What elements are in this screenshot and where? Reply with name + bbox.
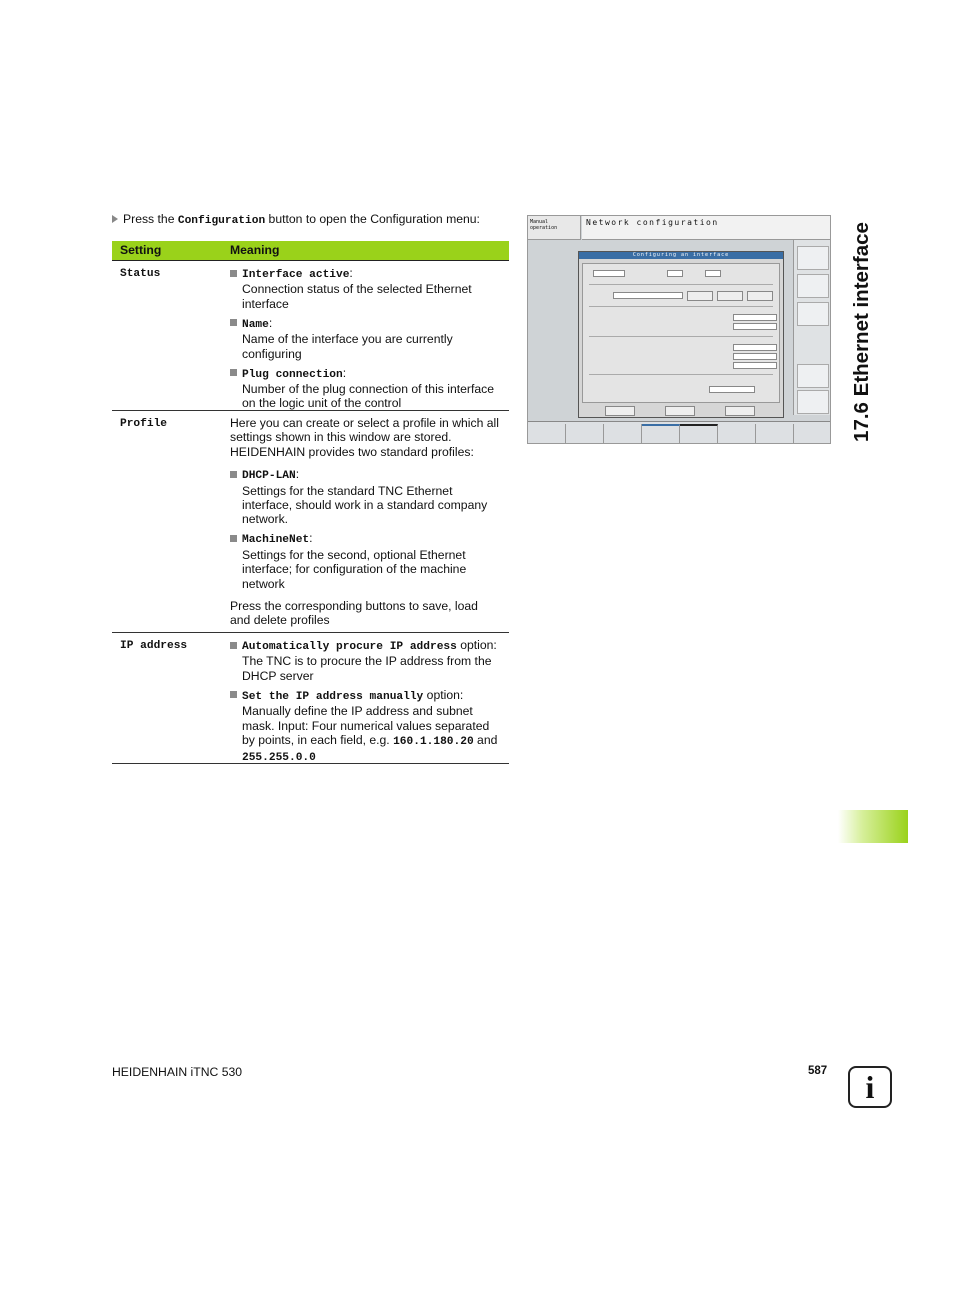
button — [747, 291, 773, 301]
list-item: DHCP-LAN: Settings for the standard TNC Ethernet interface, should work in a standard company network. — [230, 467, 501, 527]
status-box — [797, 246, 829, 270]
separator — [589, 284, 773, 285]
meaning-cell — [230, 261, 509, 418]
list-item: Plug connection: Number of the plug connection of this interface on the logic unit of the control — [230, 366, 501, 411]
button — [725, 406, 755, 416]
button — [717, 291, 743, 301]
button — [665, 406, 695, 416]
softkey — [566, 424, 604, 443]
softkey — [756, 424, 794, 443]
bullet-triangle-icon — [112, 215, 118, 223]
square-bullet-icon — [230, 642, 237, 649]
field — [705, 270, 721, 277]
mode-label: Manual operation — [528, 216, 581, 240]
table-row — [112, 411, 509, 633]
section-title: 17.6 Ethernet interface — [850, 222, 873, 442]
dialog-title: Configuring an interface — [579, 252, 783, 259]
list-item: Automatically procure IP address option: The TNC is to procure the IP address from the DHCP server — [230, 638, 501, 683]
button — [605, 406, 635, 416]
field — [733, 323, 777, 330]
square-bullet-icon — [230, 691, 237, 698]
meaning-cell: Here you can create or select a profile in which all settings shown in this window are stored. HEIDENHAIN provides two standard profiles: DHCP-LAN: Settings for the standard TNC Ethernet interface, should work in a standard company network. MachineNet: Settings for the second, optional Ethernet interface; for configuration of the machine network Press the corresponding buttons to save, load and delete profiles — [230, 411, 509, 635]
field — [593, 270, 625, 277]
list-item: Name: Name of the interface you are currently configuring — [230, 316, 501, 361]
list-item: Interface active: Connection status of the selected Ethernet interface — [230, 266, 501, 311]
status-sidebar — [793, 240, 831, 415]
status-box — [797, 364, 829, 388]
screen-title: Network configuration — [582, 216, 831, 240]
table-header — [112, 241, 509, 261]
page-number: 587 — [808, 1065, 828, 1077]
field — [733, 362, 777, 369]
header-setting: Setting — [120, 243, 162, 257]
status-box — [797, 302, 829, 326]
field — [733, 344, 777, 351]
configuring-interface-dialog — [578, 251, 784, 418]
settings-table — [112, 241, 509, 764]
square-bullet-icon — [230, 535, 237, 542]
square-bullet-icon — [230, 270, 237, 277]
status-box — [797, 390, 829, 414]
list-item: MachineNet: Settings for the second, optional Ethernet interface; for configuration of the machine network — [230, 531, 501, 591]
softkey — [642, 424, 680, 444]
field — [709, 386, 755, 393]
setting-ip-address: IP address — [120, 640, 188, 652]
chapter-tab — [838, 810, 908, 843]
footer-product: HEIDENHAIN iTNC 530 — [112, 1065, 243, 1079]
softkey-bar — [528, 421, 831, 444]
intro-instruction: Press the Configuration button to open the Configuration menu: — [112, 212, 512, 229]
square-bullet-icon — [230, 319, 237, 326]
setting-status: Status — [120, 268, 161, 280]
dialog-panel — [582, 263, 780, 403]
field — [613, 292, 683, 299]
softkey — [718, 424, 756, 443]
button — [687, 291, 713, 301]
field — [667, 270, 683, 277]
table-row — [112, 633, 509, 764]
softkey — [680, 424, 718, 444]
softkey — [604, 424, 642, 443]
list-item: Set the IP address manually option: Manually define the IP address and subnet mask. Input: Four numerical values separated by points, in each field, e.g. 160.1.180.20 and 255.255.0.0 — [230, 688, 501, 766]
separator — [589, 306, 773, 307]
separator — [589, 336, 773, 337]
separator — [589, 374, 773, 375]
table-row — [112, 261, 509, 411]
softkey — [528, 424, 566, 443]
field — [733, 314, 777, 321]
status-box — [797, 274, 829, 298]
header-meaning: Meaning — [230, 243, 280, 257]
square-bullet-icon — [230, 471, 237, 478]
network-configuration-screenshot — [527, 215, 831, 444]
meaning-cell — [230, 633, 509, 773]
info-icon: i — [848, 1066, 892, 1108]
configuration-key: Configuration — [177, 215, 266, 227]
field — [733, 353, 777, 360]
setting-profile: Profile — [120, 418, 167, 430]
square-bullet-icon — [230, 369, 237, 376]
